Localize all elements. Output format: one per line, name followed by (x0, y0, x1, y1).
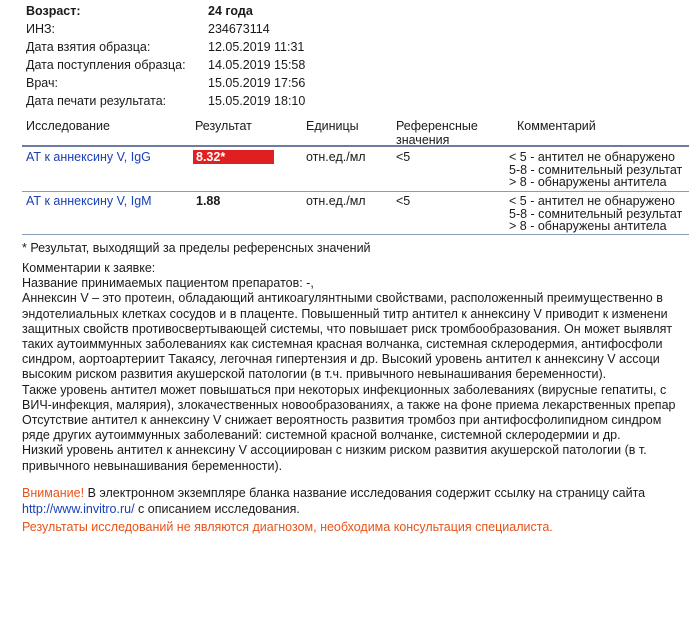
column-header-reference-line2: значения (396, 133, 450, 147)
sample-taken-value: 12.05.2019 11:31 (208, 40, 305, 54)
out-of-range-footnote: * Результат, выходящий за пределы референсных значений (22, 241, 371, 255)
column-header-comment: Комментарий (517, 119, 596, 133)
warning-label: Внимание! (22, 486, 85, 500)
reference-value: <5 (396, 150, 411, 164)
comment-line: > 8 - обнаружены антитела (509, 175, 667, 189)
invitro-link[interactable]: http://www.invitro.ru/ (22, 502, 135, 516)
inz-label: ИНЗ: (26, 22, 56, 36)
result-comment (509, 195, 682, 233)
comment-text-line: Отсутствие антител к аннексину V снижает вероятность развития тромбоз при антифосфолипидном синдром (22, 413, 662, 428)
comment-text-line: синдром, аортоартериит Такаясу, легочная гипертензия и др. Высокий уровень антител к аннексину V ассоци (22, 352, 660, 367)
comment-text-line: ряде других аутоиммунных заболеваний: системной красной волчанке, системной склеродермии и др. (22, 428, 621, 443)
sample-taken-label: Дата взятия образца: (26, 40, 151, 54)
comment-text-line: защитных свойств противосвертывающей системы, что повышает риск тромбообразования. Он может выявлят (22, 321, 673, 336)
comment-line: < 5 - антител не обнаружено (509, 194, 675, 208)
warning-line-1 (22, 485, 645, 501)
doctor-label: Врач: (26, 76, 58, 90)
print-date-label: Дата печати результата: (26, 94, 167, 108)
test-name-link[interactable]: АТ к аннексину V, IgM (26, 194, 152, 208)
comment-text-line: Также уровень антител может повышаться при некоторых инфекционных заболеваниях (вирусные гепатиты, с (22, 382, 667, 397)
comment-line: > 8 - обнаружены антитела (509, 219, 667, 233)
result-comment (509, 151, 682, 189)
column-header-test: Исследование (26, 119, 110, 133)
warning-text-tail: с описанием исследования. (134, 502, 300, 516)
comments-title: Комментарии к заявке: (22, 261, 156, 275)
comment-text-line: таких аутоиммунных заболеваниях как системная красная волчанка, системная склеродермия, антифосфоли (22, 337, 663, 352)
sample-received-value: 14.05.2019 15:58 (208, 58, 306, 72)
comment-text-line: эндотелиальных клетках сосудов и в плаценте. Повышенный титр антител к аннексину V приводит к изменени (22, 306, 668, 321)
comment-line: < 5 - антител не обнаружено (509, 150, 675, 164)
print-date-value: 15.05.2019 18:10 (208, 94, 306, 108)
table-bottom-divider (22, 234, 689, 235)
comment-line: 5-8 - сомнительный результат (509, 206, 683, 221)
column-header-result: Результат (195, 119, 252, 133)
warning-line-2 (22, 501, 645, 517)
comment-text-line: ВИЧ-инфекция, малярия), злокачественных новообразованиях, а также на фоне приема лекарственных препар (22, 397, 676, 412)
reference-value: <5 (396, 194, 411, 208)
units-value: отн.ед./мл (306, 150, 366, 164)
table-header-divider (22, 145, 689, 147)
age-value: 24 года (208, 4, 253, 18)
column-header-units: Единицы (306, 119, 359, 133)
comment-text-line: высоким риском развития акушерской патологии (в т.ч. привычного невынашивания беременности). (22, 367, 607, 382)
sample-received-label: Дата поступления образца: (26, 58, 186, 72)
request-comments (22, 261, 689, 474)
age-label: Возраст: (26, 4, 81, 18)
doctor-value: 15.05.2019 17:56 (208, 76, 306, 90)
comment-text-line: привычного невынашивания беременности). (22, 458, 283, 473)
inz-value: 234673114 (208, 22, 270, 36)
comment-line: 5-8 - сомнительный результат (509, 162, 683, 177)
result-value: 1.88 (196, 194, 221, 208)
table-row-divider (22, 191, 689, 192)
test-name-link[interactable]: АТ к аннексину V, IgG (26, 150, 151, 164)
diagnosis-disclaimer: Результаты исследований не являются диагнозом, необходима консультация специалиста. (22, 520, 553, 534)
comment-text-line: Название принимаемых пациентом препаратов: -, (22, 276, 314, 291)
column-header-reference (396, 119, 478, 147)
comment-text-line: Аннексин V – это протеин, обладающий антикоагулянтными свойствами, расположенный преимущественно в (22, 291, 663, 306)
units-value: отн.ед./мл (306, 194, 366, 208)
comment-text-line: Низкий уровень антител к аннексину V ассоциирован с низким риском развития акушерской патологии (в т. (22, 443, 647, 458)
result-value-flagged: 8.32* (193, 150, 274, 164)
column-header-reference-line1: Референсные (396, 119, 478, 133)
warning-text: В электронном экземпляре бланка название исследования содержит ссылку на страницу сайта (84, 486, 646, 500)
warning-note (22, 485, 645, 517)
